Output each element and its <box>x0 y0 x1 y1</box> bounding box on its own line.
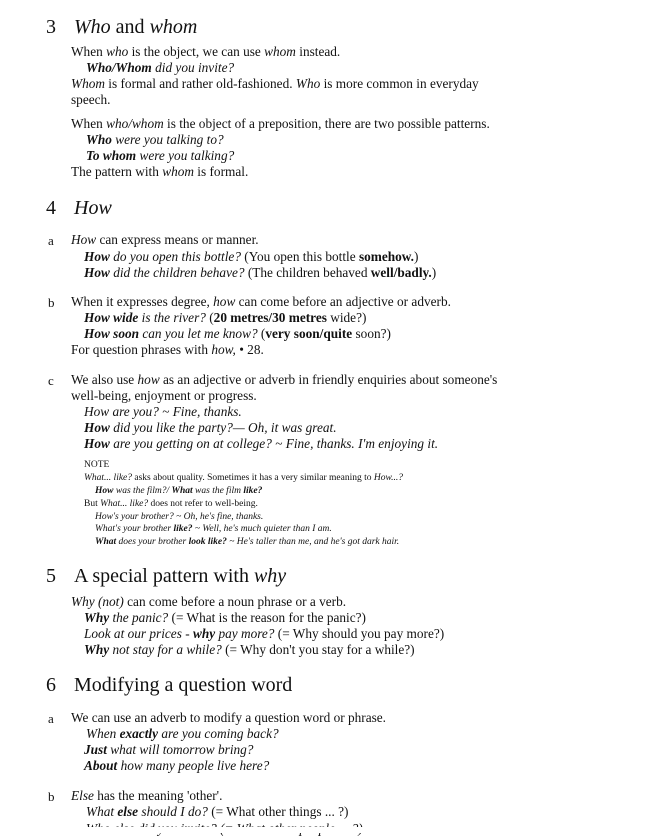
example-sentence: How wide is the river? (20 metres/30 metres wide?) <box>84 310 367 325</box>
note-example: How was the film?/ What was the film like? <box>95 486 263 496</box>
section-3-title: Who and whom <box>74 16 198 38</box>
section-3-number: 3 <box>46 16 56 38</box>
note-example: How's your brother? ~ Oh, he's fine, thanks. <box>95 512 264 522</box>
example-sentence: Who/Whom did you invite? <box>86 60 235 75</box>
paragraph: When who/whom is the object of a preposition, there are two possible patterns. <box>71 116 490 131</box>
note-example: What's your brother like? ~ Well, he's much quieter than I am. <box>95 524 332 534</box>
paragraph: The pattern with whom is formal. <box>71 164 249 179</box>
paragraph: We also use how as an adjective or adverb in friendly enquiries about someone's <box>71 372 498 387</box>
paragraph: When who is the object, we can use whom instead. <box>71 44 341 59</box>
example-sentence: How did the children behave? (The children behaved well/badly.) <box>84 265 437 280</box>
note-example: What does your brother look like? ~ He's taller than me, and he's got dark hair. <box>95 537 400 547</box>
paragraph: How can express means or manner. <box>71 232 259 247</box>
paragraph: Whom is formal and rather old-fashioned. Who is more common in everyday <box>71 76 479 91</box>
example-sentence: What else should I do? (= What other things ... ?) <box>86 804 349 819</box>
example-sentence: Look at our prices - why pay more? (= Why should you pay more?) <box>84 626 445 641</box>
paragraph: For question phrases with how, • 28. <box>71 342 264 357</box>
example-sentence: When exactly are you coming back? <box>86 726 279 741</box>
paragraph: Why (not) can come before a noun phrase or a verb. <box>71 594 347 609</box>
subsection-label: b <box>48 789 55 804</box>
example-sentence: Who were you talking to? <box>86 132 224 147</box>
page-bottom-crop <box>0 827 652 833</box>
subsection-label: b <box>48 295 55 310</box>
paragraph: We can use an adverb to modify a question word or phrase. <box>71 710 387 725</box>
section-5-number: 5 <box>46 565 56 587</box>
example-sentence: Why not stay for a while? (= Why don't you stay for a while?) <box>84 642 415 657</box>
section-4-number: 4 <box>46 197 56 219</box>
paragraph: speech. <box>71 92 111 107</box>
section-6-title: Modifying a question word <box>74 674 293 696</box>
example-sentence: Just what will tomorrow bring? <box>84 742 254 757</box>
section-4-title: How <box>74 197 112 219</box>
example-sentence: How did you like the party?— Oh, it was great. <box>84 420 337 435</box>
section-6-number: 6 <box>46 674 56 696</box>
example-sentence: How do you open this bottle? (You open this bottle somehow.) <box>84 249 419 264</box>
example-sentence: About how many people live here? <box>84 758 270 773</box>
example-sentence: To whom were you talking? <box>86 148 235 163</box>
subsection-label: c <box>48 373 54 388</box>
example-sentence: How soon can you let me know? (very soon/quite soon?) <box>84 326 391 341</box>
section-5-title: A special pattern with why <box>74 565 287 587</box>
subsection-label: a <box>48 711 54 726</box>
note-text: What... like? asks about quality. Sometimes it has a very similar meaning to How...? <box>84 473 403 483</box>
paragraph: Else has the meaning 'other'. <box>71 788 223 803</box>
paragraph: well-being, enjoyment or progress. <box>71 388 257 403</box>
example-sentence: How are you getting on at college? ~ Fine, thanks. I'm enjoying it. <box>84 436 439 451</box>
note-heading: NOTE <box>84 460 110 470</box>
example-sentence: Why the panic? (= What is the reason for the panic?) <box>84 610 366 625</box>
subsection-label: a <box>48 233 54 248</box>
paragraph: When it expresses degree, how can come before an adjective or adverb. <box>71 294 451 309</box>
note-text: But What... like? does not refer to well-being. <box>84 499 258 509</box>
example-sentence: How are you? ~ Fine, thanks. <box>84 404 242 419</box>
